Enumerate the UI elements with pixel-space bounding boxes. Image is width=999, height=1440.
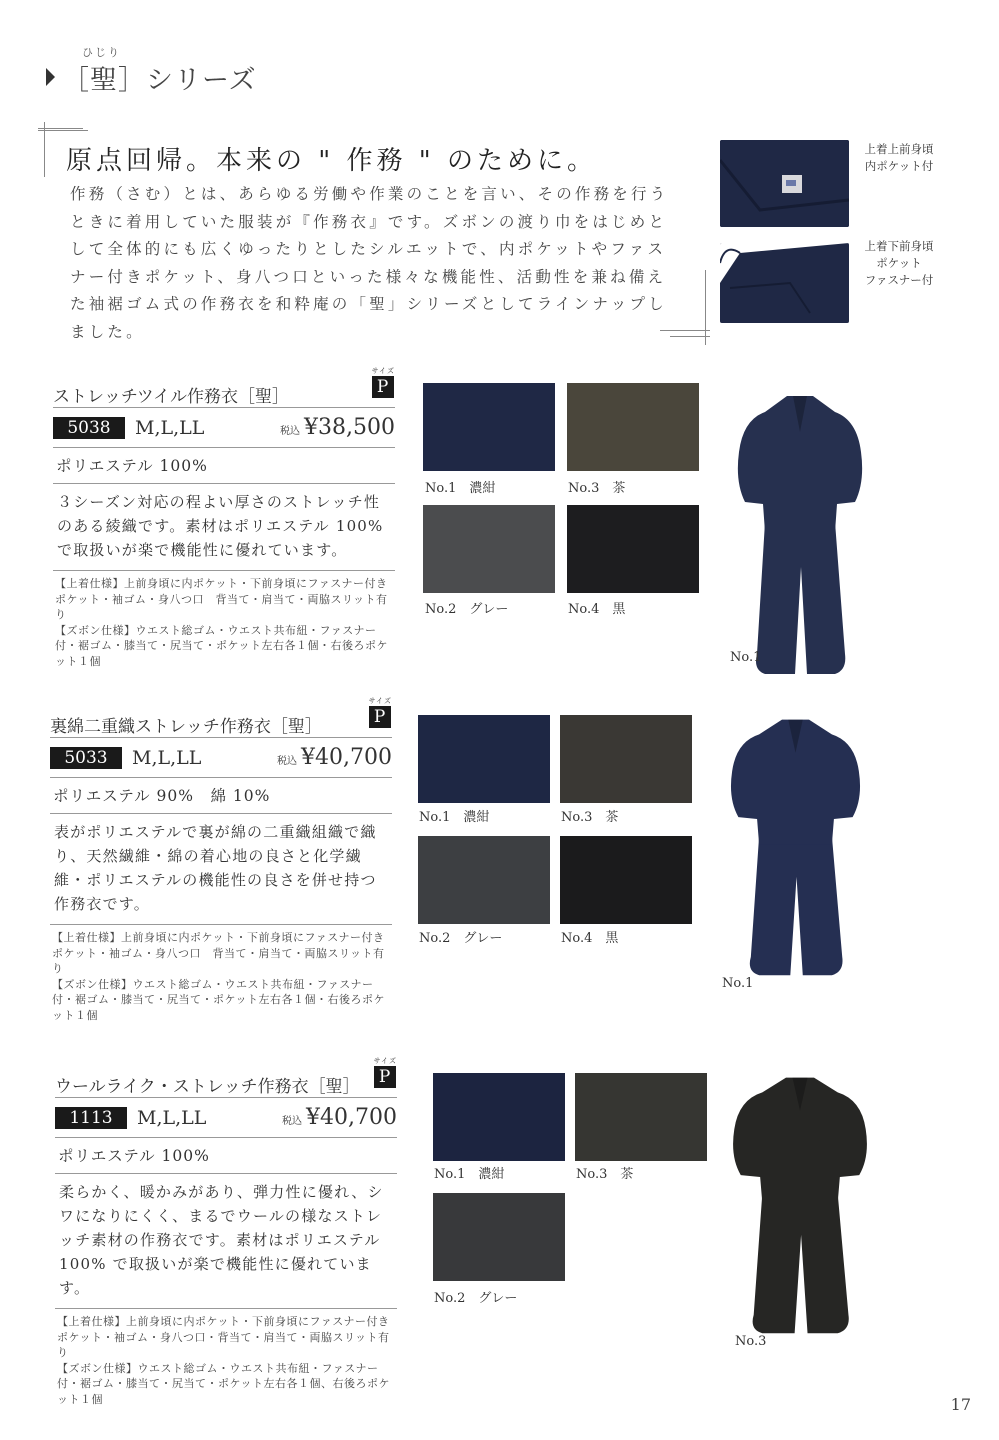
product-description: 表がポリエステルで裏が綿の二重織組織で織り、天然繊維・綿の着心地の良さと化学繊維・ポリエステルの機能性の良さを併せ持つ作務衣です。 <box>50 814 392 925</box>
model-label: No.1 <box>730 650 762 665</box>
size-mark: P <box>374 1066 396 1088</box>
swatch[interactable] <box>433 1193 565 1281</box>
spec-pants: 【ズボン仕様】ウエスト総ゴム・ウエスト共布紐・ファスナー付・裾ゴム・膝当て・尻当て・ポケット左右各１個、右後ろポケット１個 <box>57 1361 390 1406</box>
swatch-label: No.3 茶 <box>561 810 619 825</box>
spec-pants: 【ズボン仕様】ウエスト総ゴム・ウエスト共布紐・ファスナー付・裾ゴム・膝当て・尻当て・ポケット左右各１個・右後ろポケット１個 <box>55 623 388 668</box>
tax-label: 税込 <box>277 756 298 767</box>
detail-caption-2 <box>855 238 943 289</box>
tax-label: 税込 <box>280 426 301 437</box>
size-label: サイズ <box>368 697 392 705</box>
product-description: ３シーズン対応の程よい厚さのストレッチ性のある綾織です。素材はポリエステル 100% で取扱いが楽で機能性に優れています。 <box>53 484 395 571</box>
size-label: サイズ <box>373 1057 397 1065</box>
swatch-label: No.2 グレー <box>419 931 503 946</box>
caption-line: 上着上前身頃 <box>864 142 934 156</box>
swatch-label: No.2 グレー <box>434 1291 518 1306</box>
swatch-label: No.1 濃紺 <box>434 1167 505 1182</box>
garment-photo <box>735 392 865 677</box>
product-sizes: M,L,LL <box>132 746 202 769</box>
swatch-label: No.3 茶 <box>576 1167 634 1182</box>
size-mark: P <box>372 376 394 398</box>
size-badge <box>374 1056 397 1088</box>
caption-line: 上着下前身頃 <box>864 239 934 253</box>
product-5038 <box>53 367 395 669</box>
garment-pants <box>756 522 845 674</box>
deco-line <box>670 336 710 337</box>
product-title: 裏綿二重織ストレッチ作務衣［聖］ <box>50 717 322 737</box>
swatch-label: No.1 濃紺 <box>425 481 496 496</box>
size-badge <box>372 366 395 398</box>
product-material: ポリエステル 100% <box>55 1138 397 1174</box>
swatch[interactable] <box>433 1073 565 1161</box>
spec-jacket: 【上着仕様】上前身頃に内ポケット・下前身頃にファスナー付きポケット・袖ゴム・身八つ口・背当て・肩当て・両脇スリット有り <box>57 1315 390 1359</box>
detail-caption-1 <box>855 141 943 175</box>
swatch[interactable] <box>575 1073 707 1161</box>
model-label: No.1 <box>722 976 754 991</box>
product-code: 1113 <box>55 1107 127 1129</box>
garment-pants <box>750 836 843 976</box>
deco-line <box>38 130 88 131</box>
swatch[interactable] <box>423 383 555 471</box>
product-price: ¥40,700 <box>306 1105 397 1130</box>
detail-photo-zipper-pocket <box>720 243 849 323</box>
product-title: ウールライク・ストレッチ作務衣［聖］ <box>55 1077 360 1097</box>
product-title: ストレッチツイル作務衣［聖］ <box>53 387 289 407</box>
size-badge <box>369 696 392 728</box>
product-sizes: M,L,LL <box>135 416 205 439</box>
product-5033 <box>50 697 392 1023</box>
product-price: ¥38,500 <box>304 415 395 440</box>
swatch[interactable] <box>567 383 699 471</box>
product-description: 柔らかく、暖かみがあり、弾力性に優れ、シワになりにくく、まるでウールの様なストレッチ素材の作務衣です。素材はポリエステル 100% で取扱いが楽で機能性に優れています。 <box>55 1174 397 1309</box>
product-1113 <box>55 1057 397 1407</box>
product-price: ¥40,700 <box>301 745 392 770</box>
deco-line <box>38 128 83 129</box>
spec-jacket: 【上着仕様】上前身頃に内ポケット・下前身頃にファスナー付きポケット・袖ゴム・身八つ口 背当て・肩当て・両脇スリット有り <box>52 931 385 975</box>
size-mark: P <box>369 706 391 728</box>
caption-line: ファスナー付 <box>864 273 934 287</box>
swatch-label: No.1 濃紺 <box>419 810 490 825</box>
product-material: ポリエステル 100% <box>53 448 395 484</box>
swatch[interactable] <box>418 836 550 924</box>
detail-photo-inner-pocket <box>720 140 849 227</box>
page-number: 17 <box>950 1395 971 1414</box>
series-title: ［聖］シリーズ <box>62 65 257 96</box>
garment-photo <box>728 716 863 978</box>
product-code: 5038 <box>53 417 125 439</box>
garment-photo <box>730 1074 870 1336</box>
deco-line <box>705 270 706 345</box>
series-ruby: ひじり <box>82 46 121 59</box>
product-material: ポリエステル 90% 綿 10% <box>50 778 392 814</box>
spec-jacket: 【上着仕様】上前身頃に内ポケット・下前身頃にファスナー付きポケット・袖ゴム・身八つ口 背当て・肩当て・両脇スリット有り <box>55 577 388 621</box>
swatch-label: No.4 黒 <box>561 931 619 946</box>
caption-line: ポケット <box>876 256 922 270</box>
intro-headline: 原点回帰。本来の " 作務 " のために。 <box>66 146 597 176</box>
model-label: No.3 <box>735 1334 767 1349</box>
triangle-bullet-icon <box>46 68 55 86</box>
product-sizes: M,L,LL <box>137 1106 207 1129</box>
size-label: サイズ <box>371 367 395 375</box>
spec-pants: 【ズボン仕様】ウエスト総ゴム・ウエスト共布紐・ファスナー付・裾ゴム・膝当て・尻当て・ポケット左右各１個・右後ろポケット１個 <box>52 977 385 1022</box>
caption-line: 内ポケット付 <box>864 159 934 173</box>
product-code: 5033 <box>50 747 122 769</box>
swatch-label: No.3 茶 <box>568 481 626 496</box>
tax-label: 税込 <box>282 1116 303 1127</box>
garment-pants <box>753 1194 849 1334</box>
swatch[interactable] <box>560 715 692 803</box>
swatch-label: No.2 グレー <box>425 602 509 617</box>
intro-body: 作務（さむ）とは、あらゆる労働や作業のことを言い、その作務を行うときに着用していた服装が『作務衣』です。ズボンの渡り巾をはじめとして全体的にも広くゆったりとしたシルエットで、内ポケットやファスナー付きポケット、身八つ口といった様々な機能性、活動性を兼ね備えた袖裾ゴム式の作務衣を和粋庵の「聖」シリーズとしてラインナップしました。 <box>70 185 669 341</box>
swatch-label: No.4 黒 <box>568 602 626 617</box>
swatch[interactable] <box>567 505 699 593</box>
swatch[interactable] <box>423 505 555 593</box>
swatch[interactable] <box>560 836 692 924</box>
swatch[interactable] <box>418 715 550 803</box>
